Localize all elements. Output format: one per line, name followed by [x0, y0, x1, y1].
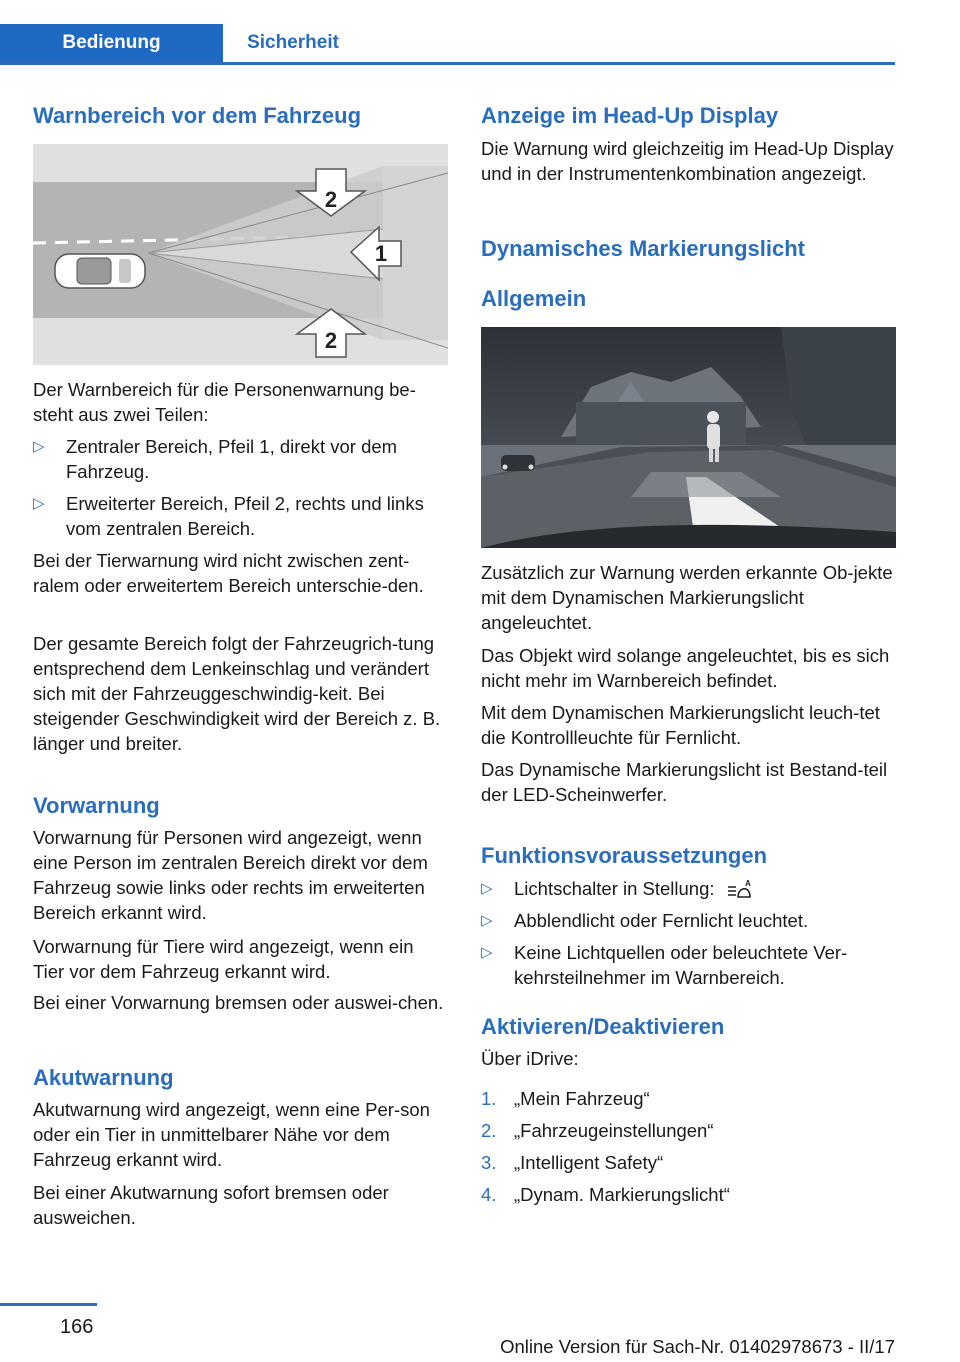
paragraph-markierung-4: Das Dynamische Markierungslicht ist Bestand‐teil der LED-Scheinwerfer. — [481, 759, 888, 805]
triangle-bullet-icon: ▷ — [481, 880, 493, 897]
paragraph-tierwarnung: Bei der Tierwarnung wird nicht zwischen zent‐ralem oder erweitertem Bereich unterschie‐den. — [33, 550, 424, 596]
heading-vorwarnung: Vorwarnung — [33, 793, 160, 818]
arrow-1-label: 1 — [374, 241, 388, 266]
warning-zone-diagram — [33, 144, 448, 365]
heading-warnbereich: Warnbereich vor dem Fahrzeug — [33, 103, 362, 128]
paragraph-hud: Die Warnung wird gleichzeitig im Head-Up Display und in der Instrumentenkombination angezeigt. — [481, 138, 894, 184]
list-item: ▷ Erweiterter Bereich, Pfeil 2, rechts und links vom zentralen Bereich. — [33, 493, 424, 539]
heading-allgemein: Allgemein — [481, 286, 587, 311]
oncoming-car-icon — [501, 455, 535, 471]
heading-funktionsvoraussetzungen: Funktionsvoraussetzungen — [481, 843, 768, 868]
arrow-2-bottom-label: 2 — [324, 328, 338, 353]
step-item: 4. „Dynam. Markierungslicht“ — [481, 1184, 730, 1205]
tab-bedienung[interactable]: Bedienung — [0, 24, 223, 62]
triangle-bullet-icon: ▷ — [481, 912, 493, 929]
list-item: ▷ Zentraler Bereich, Pfeil 1, direkt vor dem Fahrzeug. — [33, 436, 398, 482]
heading-dynamisches-markierungslicht: Dynamisches Markierungslicht — [481, 236, 806, 261]
footer-accent-line — [0, 1303, 97, 1306]
paragraph-vorwarnung-2: Vorwarnung für Tiere wird angezeigt, wenn ein Tier vor dem Fahrzeug erkannt wird. — [33, 936, 414, 982]
paragraph-idrive: Über iDrive: — [481, 1048, 579, 1069]
step-item: 2. „Fahrzeugeinstellungen“ — [481, 1120, 714, 1141]
step-item: 3. „Intelligent Safety“ — [481, 1152, 664, 1173]
car-icon — [55, 254, 145, 288]
paragraph-vorwarnung-1: Vorwarnung für Personen wird angezeigt, wenn eine Person im zentralen Bereich direkt vor dem Fahrzeug sowie links oder rechts im erweiterten Bereich erkannt wird. — [33, 827, 428, 923]
prerequisite-list — [481, 876, 896, 990]
paragraph-markierung-1: Zusätzlich zur Warnung werden erkannte Ob‐jekte mit dem Dynamischen Markierungslicht angeleuchtet. — [481, 562, 893, 633]
arrow-2-top-label: 2 — [324, 187, 338, 212]
night-road-illustration — [481, 327, 896, 548]
idrive-steps — [481, 1083, 896, 1211]
page-number: 166 — [60, 1316, 94, 1338]
tab-sicherheit[interactable]: Sicherheit — [223, 24, 363, 62]
paragraph-bereich: Der gesamte Bereich folgt der Fahrzeugrich‐tung entsprechend dem Lenkeinschlag und verändert sich mit der Fahrzeuggeschwindig‐keit. Bei steigender Geschwindigkeit wird der Bereich z. B. länger und breiter. — [33, 633, 441, 754]
intro-text: Der Warnbereich für die Personenwarnung be‐steht aus zwei Teilen: — [33, 379, 416, 425]
triangle-bullet-icon: ▷ — [481, 944, 493, 961]
heading-hud: Anzeige im Head-Up Display — [481, 103, 779, 128]
paragraph-markierung-3: Mit dem Dynamischen Markierungslicht leuch‐tet die Kontrollleuchte für Fernlicht. — [481, 702, 880, 748]
svg-text:A: A — [744, 879, 751, 888]
paragraph-markierung-2: Das Objekt wird solange angeleuchtet, bis es sich nicht mehr im Warnbereich befindet. — [481, 645, 890, 691]
paragraph-akutwarnung-1: Akutwarnung wird angezeigt, wenn eine Per‐son oder ein Tier in unmittelbarer Nähe vor dem Fahrzeug erkannt wird. — [33, 1099, 430, 1170]
auto-headlight-icon — [726, 877, 756, 899]
step-item: 1. „Mein Fahrzeug“ — [481, 1088, 650, 1109]
heading-aktivieren: Aktivieren/Deaktivieren — [481, 1014, 725, 1039]
header-tabs — [0, 24, 895, 65]
list-item: ▷ Keine Lichtquellen oder beleuchtete Ver‐kehrsteilnehmer im Warnbereich. — [481, 942, 848, 988]
triangle-bullet-icon: ▷ — [33, 495, 45, 512]
zone-list — [33, 434, 448, 541]
heading-akutwarnung: Akutwarnung — [33, 1065, 174, 1090]
list-item: ▷ Lichtschalter in Stellung: A — [481, 876, 896, 901]
paragraph-vorwarnung-3: Bei einer Vorwarnung bremsen oder auswei‐chen. — [33, 992, 444, 1013]
online-version-note: Online Version für Sach-Nr. 01402978673 - II/17 — [500, 1336, 895, 1357]
paragraph-akutwarnung-2: Bei einer Akutwarnung sofort bremsen oder ausweichen. — [33, 1182, 389, 1228]
list-item: ▷ Abblendlicht oder Fernlicht leuchtet. — [481, 910, 809, 931]
triangle-bullet-icon: ▷ — [33, 438, 45, 455]
